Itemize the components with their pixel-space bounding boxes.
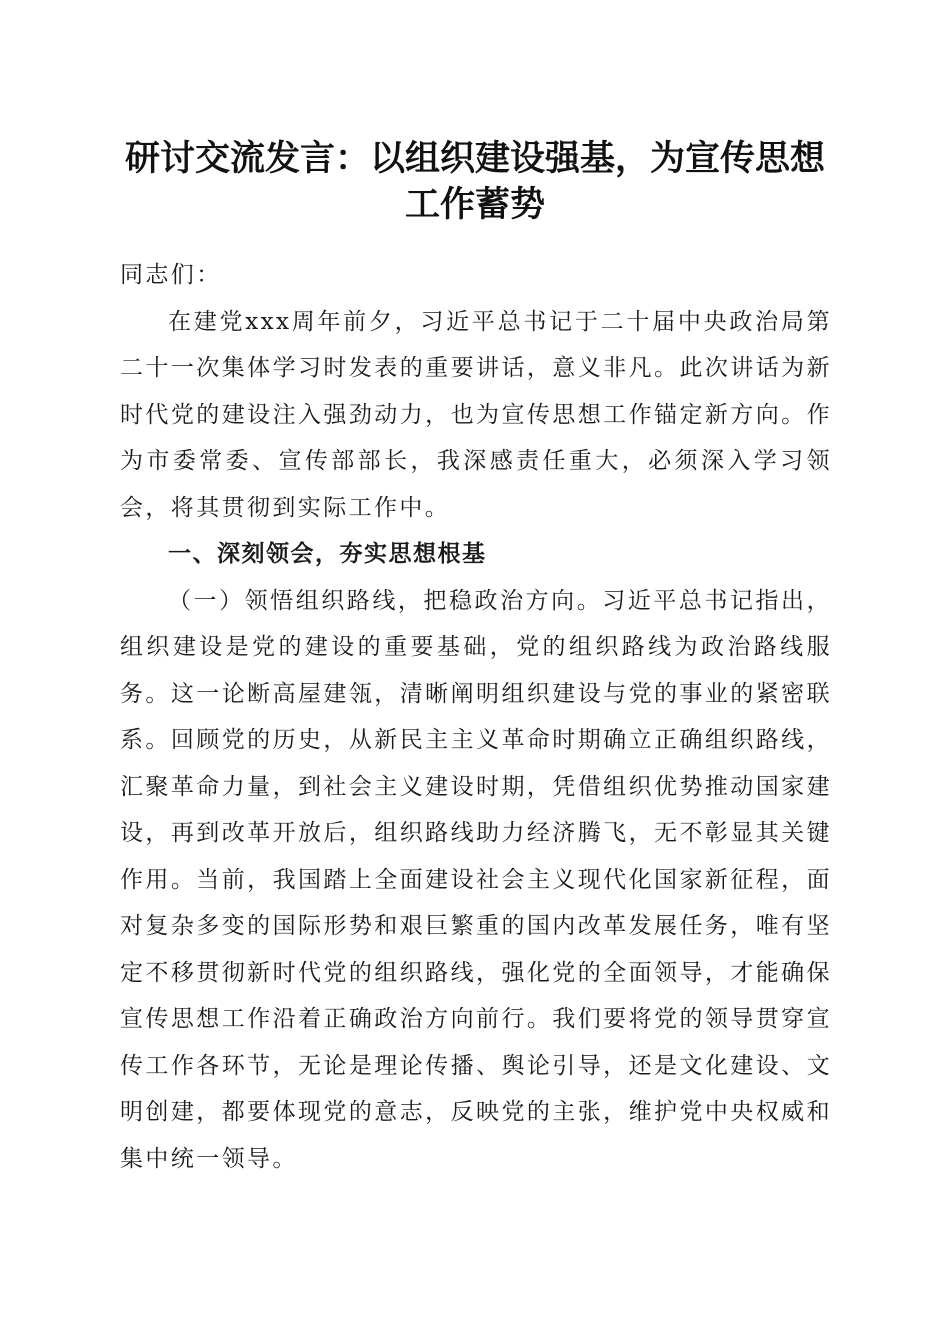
salutation: 同志们：: [120, 262, 222, 288]
title-line-2: 工作蓄势: [404, 184, 545, 225]
document-title: [100, 136, 850, 228]
title-line-1: 研讨交流发言：以组织建设强基，为宣传思想: [124, 138, 825, 179]
section-heading-1: 一、深刻领会，夯实思想根基: [168, 541, 487, 567]
paragraph-section-1-1: （一）领悟组织路线，把稳政治方向。习近平总书记指出，组织建设是党的建设的重要基础，党的组织路线为政治路线服务。这一论断高屋建瓴，清晰阐明组织建设与党的事业的紧密联系。回顾党的历史，从新民主主义革命时期确立正确组织路线，汇聚革命力量，到社会主义建设时期，凭借组织优势推动国家建设，再到改革开放后，组织路线助力经济腾飞，无不彰显其关键作用。当前，我国踏上全面建设社会主义现代化国家新征程，面对复杂多变的国际形势和艰巨繁重的国内改革发展任务，唯有坚定不移贯彻新时代党的组织路线，强化党的全面领导，才能确保宣传思想工作沿着正确政治方向前行。我们要将党的领导贯穿宣传工作各环节，无论是理论传播、舆论引导，还是文化建设、文明创建，都要体现党的意志，反映党的主张，维护党中央权威和集中统一领导。: [120, 587, 832, 1172]
document-body: [120, 252, 832, 1182]
paragraph-intro: 在建党xxx周年前夕，习近平总书记于二十届中央政治局第二十一次集体学习时发表的重要讲话，意义非凡。此次讲话为新时代党的建设注入强劲动力，也为宣传思想工作锚定新方向。作为市委常委、宣传部部长，我深感责任重大，必须深入学习领会，将其贯彻到实际工作中。: [120, 308, 832, 521]
